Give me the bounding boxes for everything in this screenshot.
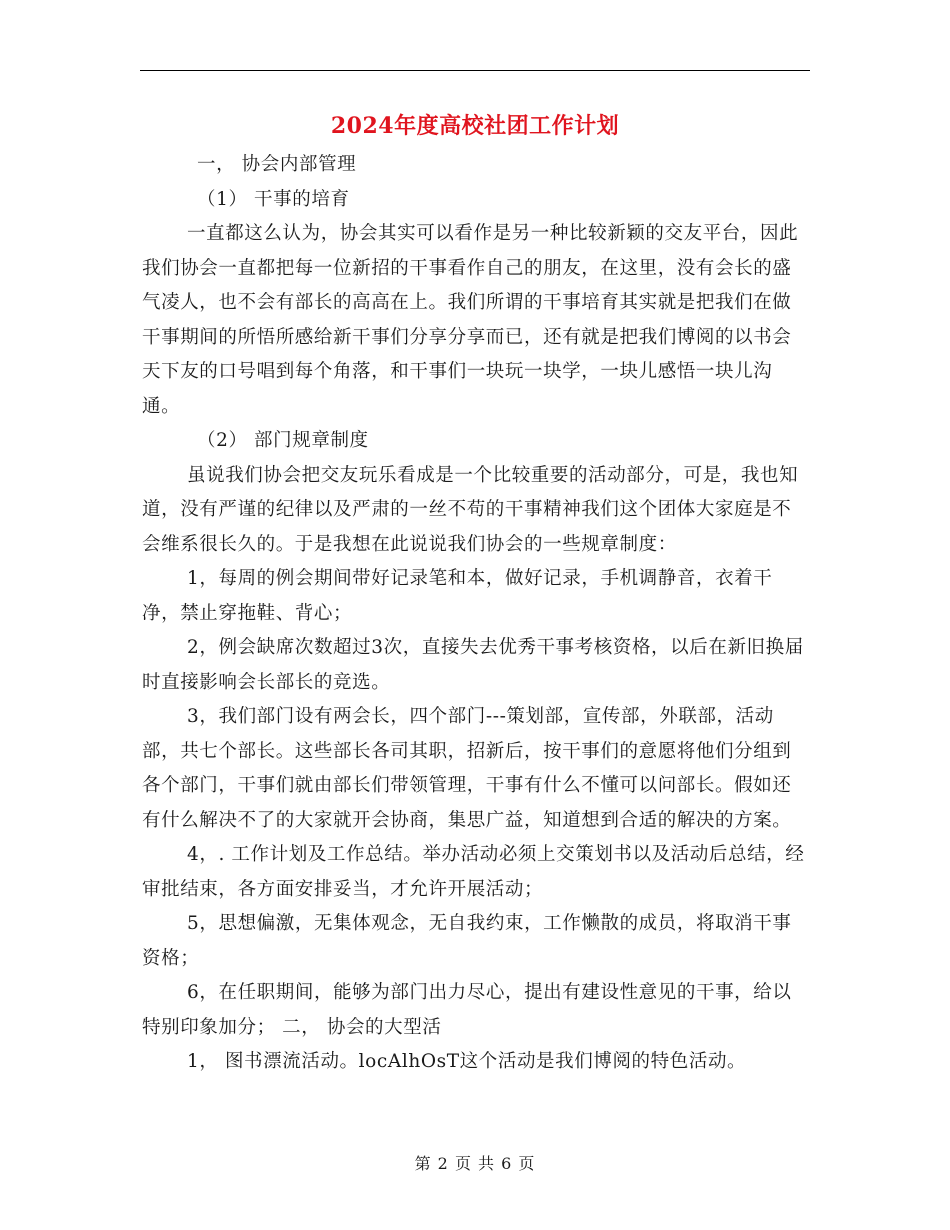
rule-item-2: 2，例会缺席次数超过3次，直接失去优秀干事考核资格，以后在新旧换届时直接影响会长部长的竞选。 (142, 637, 804, 693)
rule-item-1: 1，每周的例会期间带好记录笔和本，做好记录，手机调静音，衣着干净，禁止穿拖鞋、背心； (142, 568, 773, 624)
rule-item-6: 6，在任职期间，能够为部门出力尽心，提出有建设性意见的干事，给以特别印象加分； 二， 协会的大型活 (142, 982, 792, 1038)
document-title: 2024年度高校社团工作计划 (330, 113, 620, 139)
subsection-heading-2: （2） 部门规章制度 (197, 430, 369, 451)
paragraph-rules-intro: 虽说我们协会把交友玩乐看成是一个比较重要的活动部分，可是，我也知道，没有严谨的纪律以及严肃的一丝不苟的干事精神我们这个团体大家庭是不会维系很长久的。于是我想在此说说我们协会的一些规章制度： (142, 464, 799, 555)
header-rule (140, 70, 810, 71)
page-number: 第 2 页 共 6 页 (414, 1154, 536, 1173)
document-body (142, 148, 810, 1080)
rule-item-3: 3，我们部门设有两会长，四个部门---策划部，宣传部，外联部，活动部，共七个部长。这些部长各司其职，招新后，按干事们的意愿将他们分组到各个部门，干事们就由部长们带领管理，干事有什么不懂可以问部长。假如还有什么解决不了的大家就开会协商，集思广益，知道想到合适的解决的方案。 (142, 706, 792, 831)
rule-item-4: 4，. 工作计划及工作总结。举办活动必须上交策划书以及活动后总结，经审批结束，各方面安排妥当，才允许开展活动； (142, 844, 805, 900)
subsection-heading-1: （1） 干事的培育 (197, 188, 350, 210)
section-heading-1: 一， 协会内部管理 (197, 154, 357, 175)
paragraph-cadre-training: 一直都这么认为，协会其实可以看作是另一种比较新颖的交友平台，因此我们协会一直都把每一位新招的干事看作自己的朋友，在这里，没有会长的盛气凌人，也不会有部长的高高在上。我们所谓的干事培育其实就是把我们在做干事期间的所悟所感给新干事们分享分享而已，还有就是把我们博阅的以书会天下友的口号唱到每个角落，和干事们一块玩一块学，一块儿感悟一块儿沟通。 (142, 223, 799, 417)
activity-item-1: 1， 图书漂流活动。locAlhOsT这个活动是我们博阅的特色活动。 (187, 1051, 747, 1072)
rule-item-5: 5，思想偏激，无集体观念，无自我约束，工作懒散的成员，将取消干事资格； (142, 913, 792, 969)
